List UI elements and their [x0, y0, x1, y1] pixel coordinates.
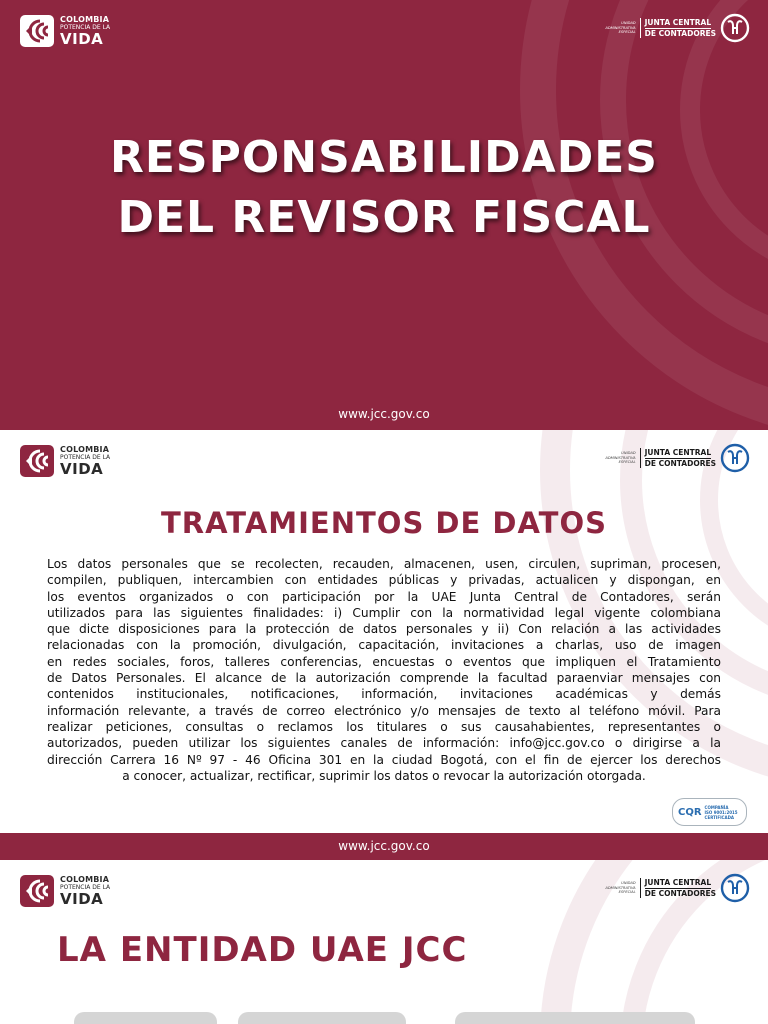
jcc-tag-line1: UNIDAD: [621, 20, 636, 25]
gov-logo-line2: POTENCIA DE LA: [60, 883, 111, 891]
content-card-top: [74, 1012, 217, 1024]
gov-logo-line2: POTENCIA DE LA: [60, 453, 111, 461]
body-line: en redes sociales, foros, talleres conferencias, encuestas o eventos que impliquen el Tratamiento: [47, 654, 721, 669]
jcc-tag-line3: ESPECIAL: [618, 890, 636, 895]
body-line: utilizados para las siguientes finalidades: i) Cumplir con la normatividad legal vigente colombiana: [47, 605, 721, 620]
jcc-logo-divider: [640, 18, 641, 38]
jcc-logo-divider: [640, 878, 641, 898]
gov-logo-line3: VIDA: [60, 889, 104, 908]
cqr-line3: CERTIFICADA: [704, 814, 734, 820]
jcc-tag-line3: ESPECIAL: [618, 460, 636, 465]
title-line1: RESPONSABILIDADES: [109, 132, 658, 183]
jcc-tag-line3: ESPECIAL: [618, 30, 636, 35]
body-line: los eventos organizados o con participación por la UAE Junta Central de Contadores, serán: [47, 589, 721, 604]
gov-logo-line3: VIDA: [60, 459, 104, 478]
data-treatment-title: TRATAMIENTOS DE DATOS: [161, 506, 607, 540]
body-line: a conocer, actualizar, rectificar, suprimir los datos o revocar la autorización otorgada.: [122, 768, 646, 783]
jcc-seal-icon: [720, 873, 750, 903]
jcc-name-line2: DE CONTADORES: [644, 28, 716, 38]
gov-logo-line1: COLOMBIA: [60, 444, 110, 454]
gov-logo-line3: VIDA: [60, 29, 104, 48]
content-card-top: [238, 1012, 406, 1024]
jcc-logo: [602, 443, 750, 473]
gov-logo: [20, 15, 110, 47]
jcc-logo: [602, 873, 750, 903]
body-line: realizar peticiones, consultas o reclamos los titulares o sus causahabientes, representantes o: [47, 719, 721, 734]
body-line: de Datos Personales. El alcance de la autorización comprende la facultad paraenviar mensajes con: [47, 671, 721, 686]
body-line: contenidos institucionales, notificaciones, información, invitaciones académicas y demás: [47, 687, 721, 702]
website-url: www.jcc.gov.co: [338, 839, 430, 853]
jcc-tag-line1: UNIDAD: [621, 450, 636, 455]
gov-logo-line1: COLOMBIA: [60, 874, 110, 884]
body-line: compilen, publiquen, intercambien con entidades públicas y privadas, actualicen y dispongan, en: [47, 573, 721, 588]
slide-data-treatment: [0, 430, 768, 860]
body-line: información relevante, a través de correo electrónico y/o mensajes de texto al teléfono móvil. Para: [47, 703, 721, 718]
jcc-tag-line1: UNIDAD: [621, 880, 636, 885]
body-line: dirección Carrera 16 Nº 97 - 46 Oficina 301 en la ciudad Bogotá, con el fin de ejercer los derechos: [47, 752, 721, 767]
jcc-tag-line2: ADMINISTRATIVA: [605, 25, 636, 30]
gov-logo-icon: [20, 875, 54, 907]
cqr-line2: ISO 9001:2015: [704, 809, 738, 815]
body-line: que dicte disposiciones para la protección de datos personales y ii) Con relación a las actividades: [47, 622, 721, 637]
jcc-seal-icon: [720, 443, 750, 473]
gov-logo-line2: POTENCIA DE LA: [60, 23, 111, 31]
jcc-name-line1: JUNTA CENTRAL: [644, 878, 712, 888]
body-line: autorizados, pueden utilizar los siguientes canales de información: info@jcc.gov.co o dirigirse a la: [47, 736, 721, 751]
slide-title-heading: [0, 128, 768, 248]
gov-logo: [20, 445, 110, 477]
cqr-certification-badge: [672, 798, 747, 826]
jcc-seal-icon: [720, 13, 750, 43]
body-line: relacionadas con la promoción, divulgación, capacitación, invitaciones a charlas, uso de imagen: [47, 638, 721, 653]
jcc-name-line2: DE CONTADORES: [644, 888, 716, 898]
jcc-logo-divider: [640, 448, 641, 468]
entity-title: LA ENTIDAD UAE JCC: [57, 930, 468, 970]
jcc-name-line1: JUNTA CENTRAL: [644, 448, 712, 458]
gov-logo-line1: COLOMBIA: [60, 14, 110, 24]
jcc-tag-line2: ADMINISTRATIVA: [605, 455, 636, 460]
gov-logo-icon: [20, 15, 54, 47]
cqr-line1: COMPAÑÍA: [704, 804, 729, 810]
title-line2: DEL REVISOR FISCAL: [117, 192, 651, 243]
cqr-mark: CQR: [678, 806, 702, 818]
jcc-tag-line2: ADMINISTRATIVA: [605, 885, 636, 890]
data-treatment-body: [47, 556, 721, 784]
content-card-top: [455, 1012, 695, 1024]
gov-logo: [20, 875, 110, 907]
jcc-logo: [602, 13, 750, 43]
slide-entity: [0, 860, 768, 1024]
website-url: www.jcc.gov.co: [338, 407, 430, 421]
jcc-name-line2: DE CONTADORES: [644, 458, 716, 468]
gov-logo-icon: [20, 445, 54, 477]
body-line: Los datos personales que se recolecten, recauden, almacenen, usen, circulen, supriman, procesen,: [47, 557, 721, 571]
jcc-name-line1: JUNTA CENTRAL: [644, 18, 712, 28]
slide-title: [0, 0, 768, 430]
